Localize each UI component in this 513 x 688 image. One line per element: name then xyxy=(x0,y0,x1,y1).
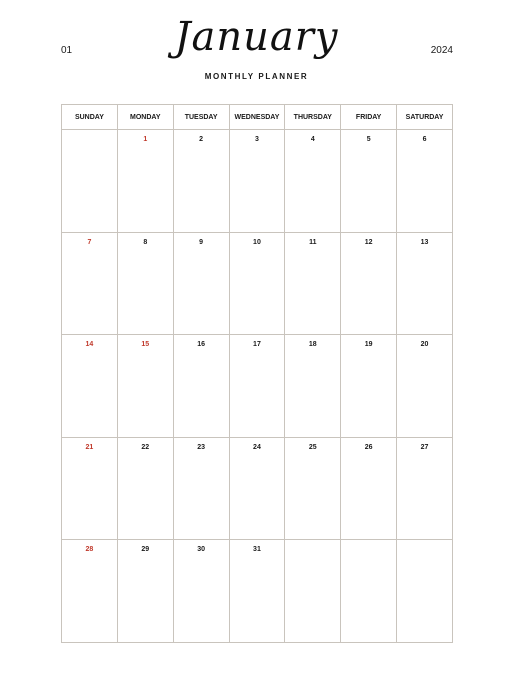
day-cell[interactable] xyxy=(117,437,173,540)
day-number: 28 xyxy=(85,546,94,554)
weekday-saturday: SATURDAY xyxy=(397,105,453,130)
day-cell[interactable] xyxy=(229,335,285,438)
day-number: 31 xyxy=(253,546,261,554)
day-number: 8 xyxy=(143,238,148,246)
week-row xyxy=(62,540,453,643)
day-number: 13 xyxy=(420,238,429,246)
day-number xyxy=(62,130,117,136)
day-number xyxy=(341,540,396,546)
year-label: 2024 xyxy=(430,45,453,56)
day-cell[interactable] xyxy=(62,232,118,335)
weekday-thursday: THURSDAY xyxy=(285,105,341,130)
day-number: 1 xyxy=(143,136,148,143)
day-number: 2 xyxy=(199,136,204,143)
day-cell[interactable] xyxy=(285,540,341,643)
day-cell[interactable] xyxy=(229,232,285,335)
day-number: 18 xyxy=(308,341,317,349)
day-cell[interactable] xyxy=(117,232,173,335)
day-number: 20 xyxy=(420,341,429,349)
page-subtitle: MONTHLY PLANNER xyxy=(204,72,309,81)
day-number: 15 xyxy=(141,341,150,349)
day-number: 27 xyxy=(420,443,429,451)
day-number: 30 xyxy=(197,546,205,554)
day-cell[interactable] xyxy=(285,437,341,540)
week-row xyxy=(62,232,453,335)
day-cell[interactable] xyxy=(397,232,453,335)
day-number: 17 xyxy=(253,341,261,349)
day-number xyxy=(285,540,340,546)
day-cell[interactable] xyxy=(229,130,285,233)
day-number: 10 xyxy=(253,238,261,246)
day-cell[interactable] xyxy=(62,437,118,540)
week-row xyxy=(62,335,453,438)
day-cell[interactable] xyxy=(117,540,173,643)
day-number: 29 xyxy=(141,546,150,554)
weekday-header-row xyxy=(62,105,453,130)
day-number: 3 xyxy=(255,136,259,143)
week-row xyxy=(62,437,453,540)
calendar-grid xyxy=(61,104,453,643)
day-number: 11 xyxy=(309,238,317,246)
day-number: 19 xyxy=(364,341,373,349)
day-number: 14 xyxy=(85,341,94,349)
day-number: 12 xyxy=(364,238,373,246)
day-cell[interactable] xyxy=(285,335,341,438)
day-cell[interactable] xyxy=(117,335,173,438)
day-cell[interactable] xyxy=(341,130,397,233)
day-number: 9 xyxy=(199,238,204,246)
weekday-sunday: SUNDAY xyxy=(62,105,118,130)
page-title: January xyxy=(174,14,339,60)
day-cell[interactable] xyxy=(117,130,173,233)
day-number: 23 xyxy=(197,443,205,451)
day-number: 6 xyxy=(422,136,427,143)
weekday-tuesday: TUESDAY xyxy=(173,105,229,130)
day-cell[interactable] xyxy=(341,335,397,438)
day-cell[interactable] xyxy=(173,232,229,335)
day-cell[interactable] xyxy=(397,130,453,233)
month-number: 01 xyxy=(61,45,73,56)
day-cell[interactable] xyxy=(62,130,118,233)
weekday-friday: FRIDAY xyxy=(341,105,397,130)
day-number: 5 xyxy=(366,136,371,143)
day-cell[interactable] xyxy=(397,437,453,540)
day-cell[interactable] xyxy=(62,335,118,438)
weekday-wednesday: WEDNESDAY xyxy=(229,105,285,130)
day-number: 22 xyxy=(141,443,150,451)
day-cell[interactable] xyxy=(173,335,229,438)
day-number: 24 xyxy=(253,443,261,451)
day-number: 21 xyxy=(85,443,94,451)
day-cell[interactable] xyxy=(173,130,229,233)
day-cell[interactable] xyxy=(285,130,341,233)
day-cell[interactable] xyxy=(173,540,229,643)
day-number: 4 xyxy=(310,136,315,143)
day-number: 26 xyxy=(364,443,373,451)
day-cell[interactable] xyxy=(397,335,453,438)
week-row xyxy=(62,130,453,233)
day-number: 7 xyxy=(87,238,92,246)
day-cell[interactable] xyxy=(173,437,229,540)
weekday-monday: MONDAY xyxy=(117,105,173,130)
day-cell[interactable] xyxy=(341,540,397,643)
day-cell[interactable] xyxy=(397,540,453,643)
day-number: 16 xyxy=(197,341,205,349)
day-cell[interactable] xyxy=(285,232,341,335)
day-cell[interactable] xyxy=(341,437,397,540)
day-cell[interactable] xyxy=(341,232,397,335)
day-cell[interactable] xyxy=(229,540,285,643)
day-number: 25 xyxy=(308,443,317,451)
day-cell[interactable] xyxy=(229,437,285,540)
day-number xyxy=(397,540,452,546)
day-cell[interactable] xyxy=(62,540,118,643)
